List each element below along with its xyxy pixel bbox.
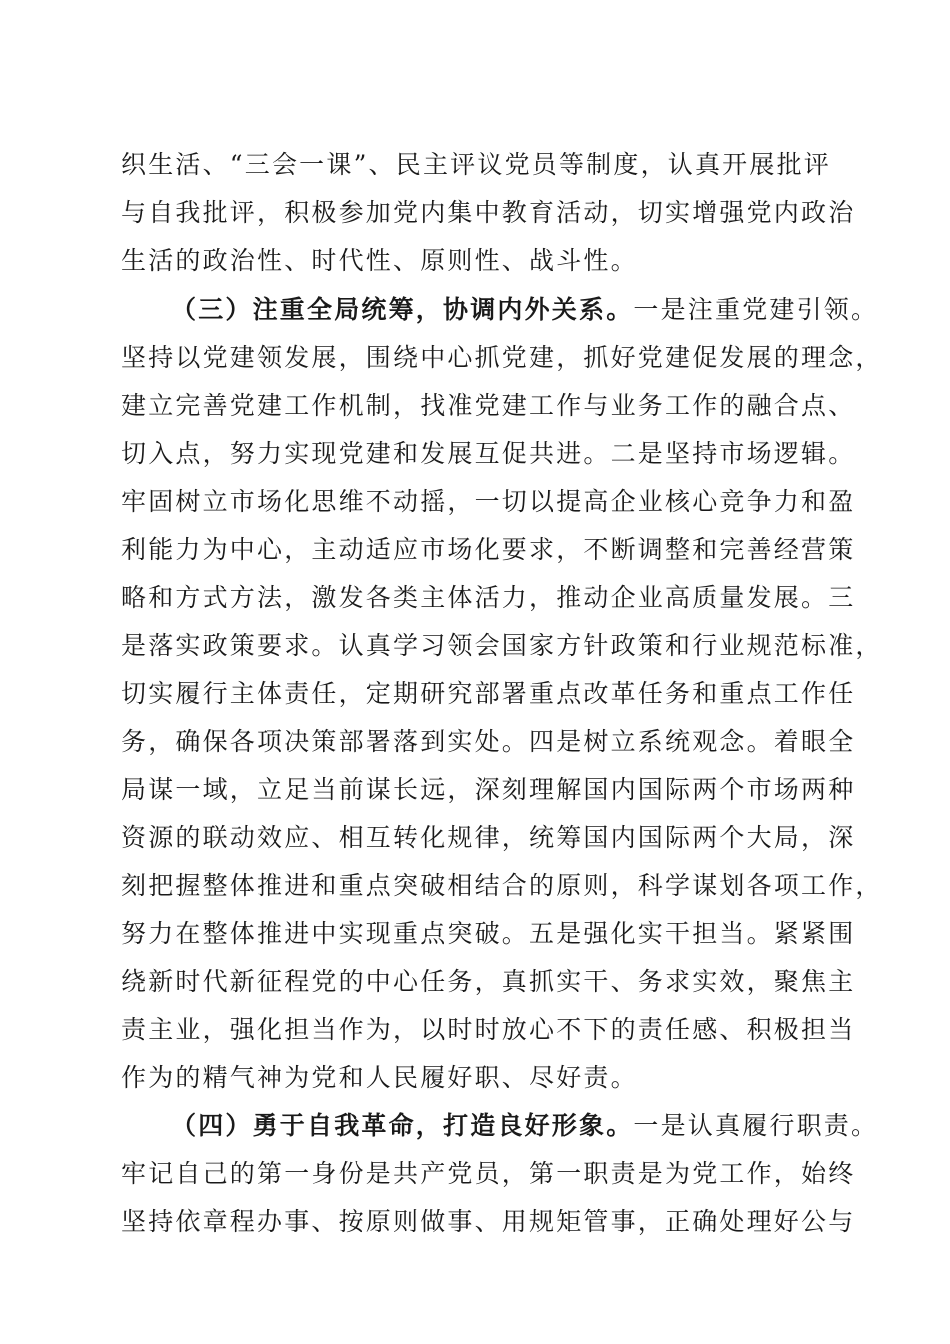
- paragraph-line: 刻把握整体推进和重点突破相结合的原则，科学谋划各项工作，: [121, 871, 883, 900]
- section-three-heading: （三）注重全局统筹，协调内外关系。: [171, 295, 634, 324]
- paragraph-line: 资源的联动效应、相互转化规律，统筹国内国际两个大局，深: [121, 823, 856, 852]
- paragraph-line: 努力在整体推进中实现重点突破。五是强化实干担当。紧紧围: [121, 919, 856, 948]
- paragraph-line: 坚持依章程办事、按原则做事、用规矩管事，正确处理好公与: [121, 1207, 856, 1236]
- section-four-heading: （四）勇于自我革命，打造良好形象。: [171, 1111, 634, 1140]
- paragraph-line: 建立完善党建工作机制，找准党建工作与业务工作的融合点、: [121, 391, 856, 420]
- paragraph-line: 切实履行主体责任，定期研究部署重点改革任务和重点工作任: [121, 679, 856, 708]
- section-three-first-line-text: 一是注重党建引领。: [633, 295, 879, 324]
- paragraph-line: 与自我批评，积极参加党内集中教育活动，切实增强党内政治: [121, 198, 856, 227]
- paragraph-line: 生活的政治性、时代性、原则性、战斗性。: [121, 246, 638, 275]
- paragraph-line: 责主业，强化担当作为，以时时放心不下的责任感、积极担当: [121, 1015, 856, 1044]
- paragraph-line: 略和方式方法，激发各类主体活力，推动企业高质量发展。三: [121, 583, 856, 612]
- section-three-first-line: [171, 290, 879, 330]
- paragraph-line: 织生活、“三会一课”、民主评议党员等制度，认真开展批评: [121, 150, 831, 179]
- paragraph-line: 是落实政策要求。认真学习领会国家方针政策和行业规范标准，: [121, 631, 883, 660]
- paragraph-line: 利能力为中心，主动适应市场化要求，不断调整和完善经营策: [121, 535, 856, 564]
- paragraph-line: 牢固树立市场化思维不动摇，一切以提高企业核心竞争力和盈: [121, 487, 856, 516]
- paragraph-line: 坚持以党建领发展，围绕中心抓党建，抓好党建促发展的理念，: [121, 343, 883, 372]
- paragraph-line: 切入点，努力实现党建和发展互促共进。二是坚持市场逻辑。: [121, 439, 856, 468]
- paragraph-line: 作为的精气神为党和人民履好职、尽好责。: [121, 1063, 638, 1092]
- paragraph-line: 绕新时代新征程党的中心任务，真抓实干、务求实效，聚焦主: [121, 967, 856, 996]
- paragraph-line: 局谋一域，立足当前谋长远，深刻理解国内国际两个市场两种: [121, 775, 856, 804]
- section-four-first-line: [171, 1106, 879, 1146]
- paragraph-line: 牢记自己的第一身份是共产党员，第一职责是为党工作，始终: [121, 1159, 856, 1188]
- paragraph-line: 务，确保各项决策部署落到实处。四是树立系统观念。着眼全: [121, 727, 856, 756]
- section-four-first-line-text: 一是认真履行职责。: [633, 1111, 879, 1140]
